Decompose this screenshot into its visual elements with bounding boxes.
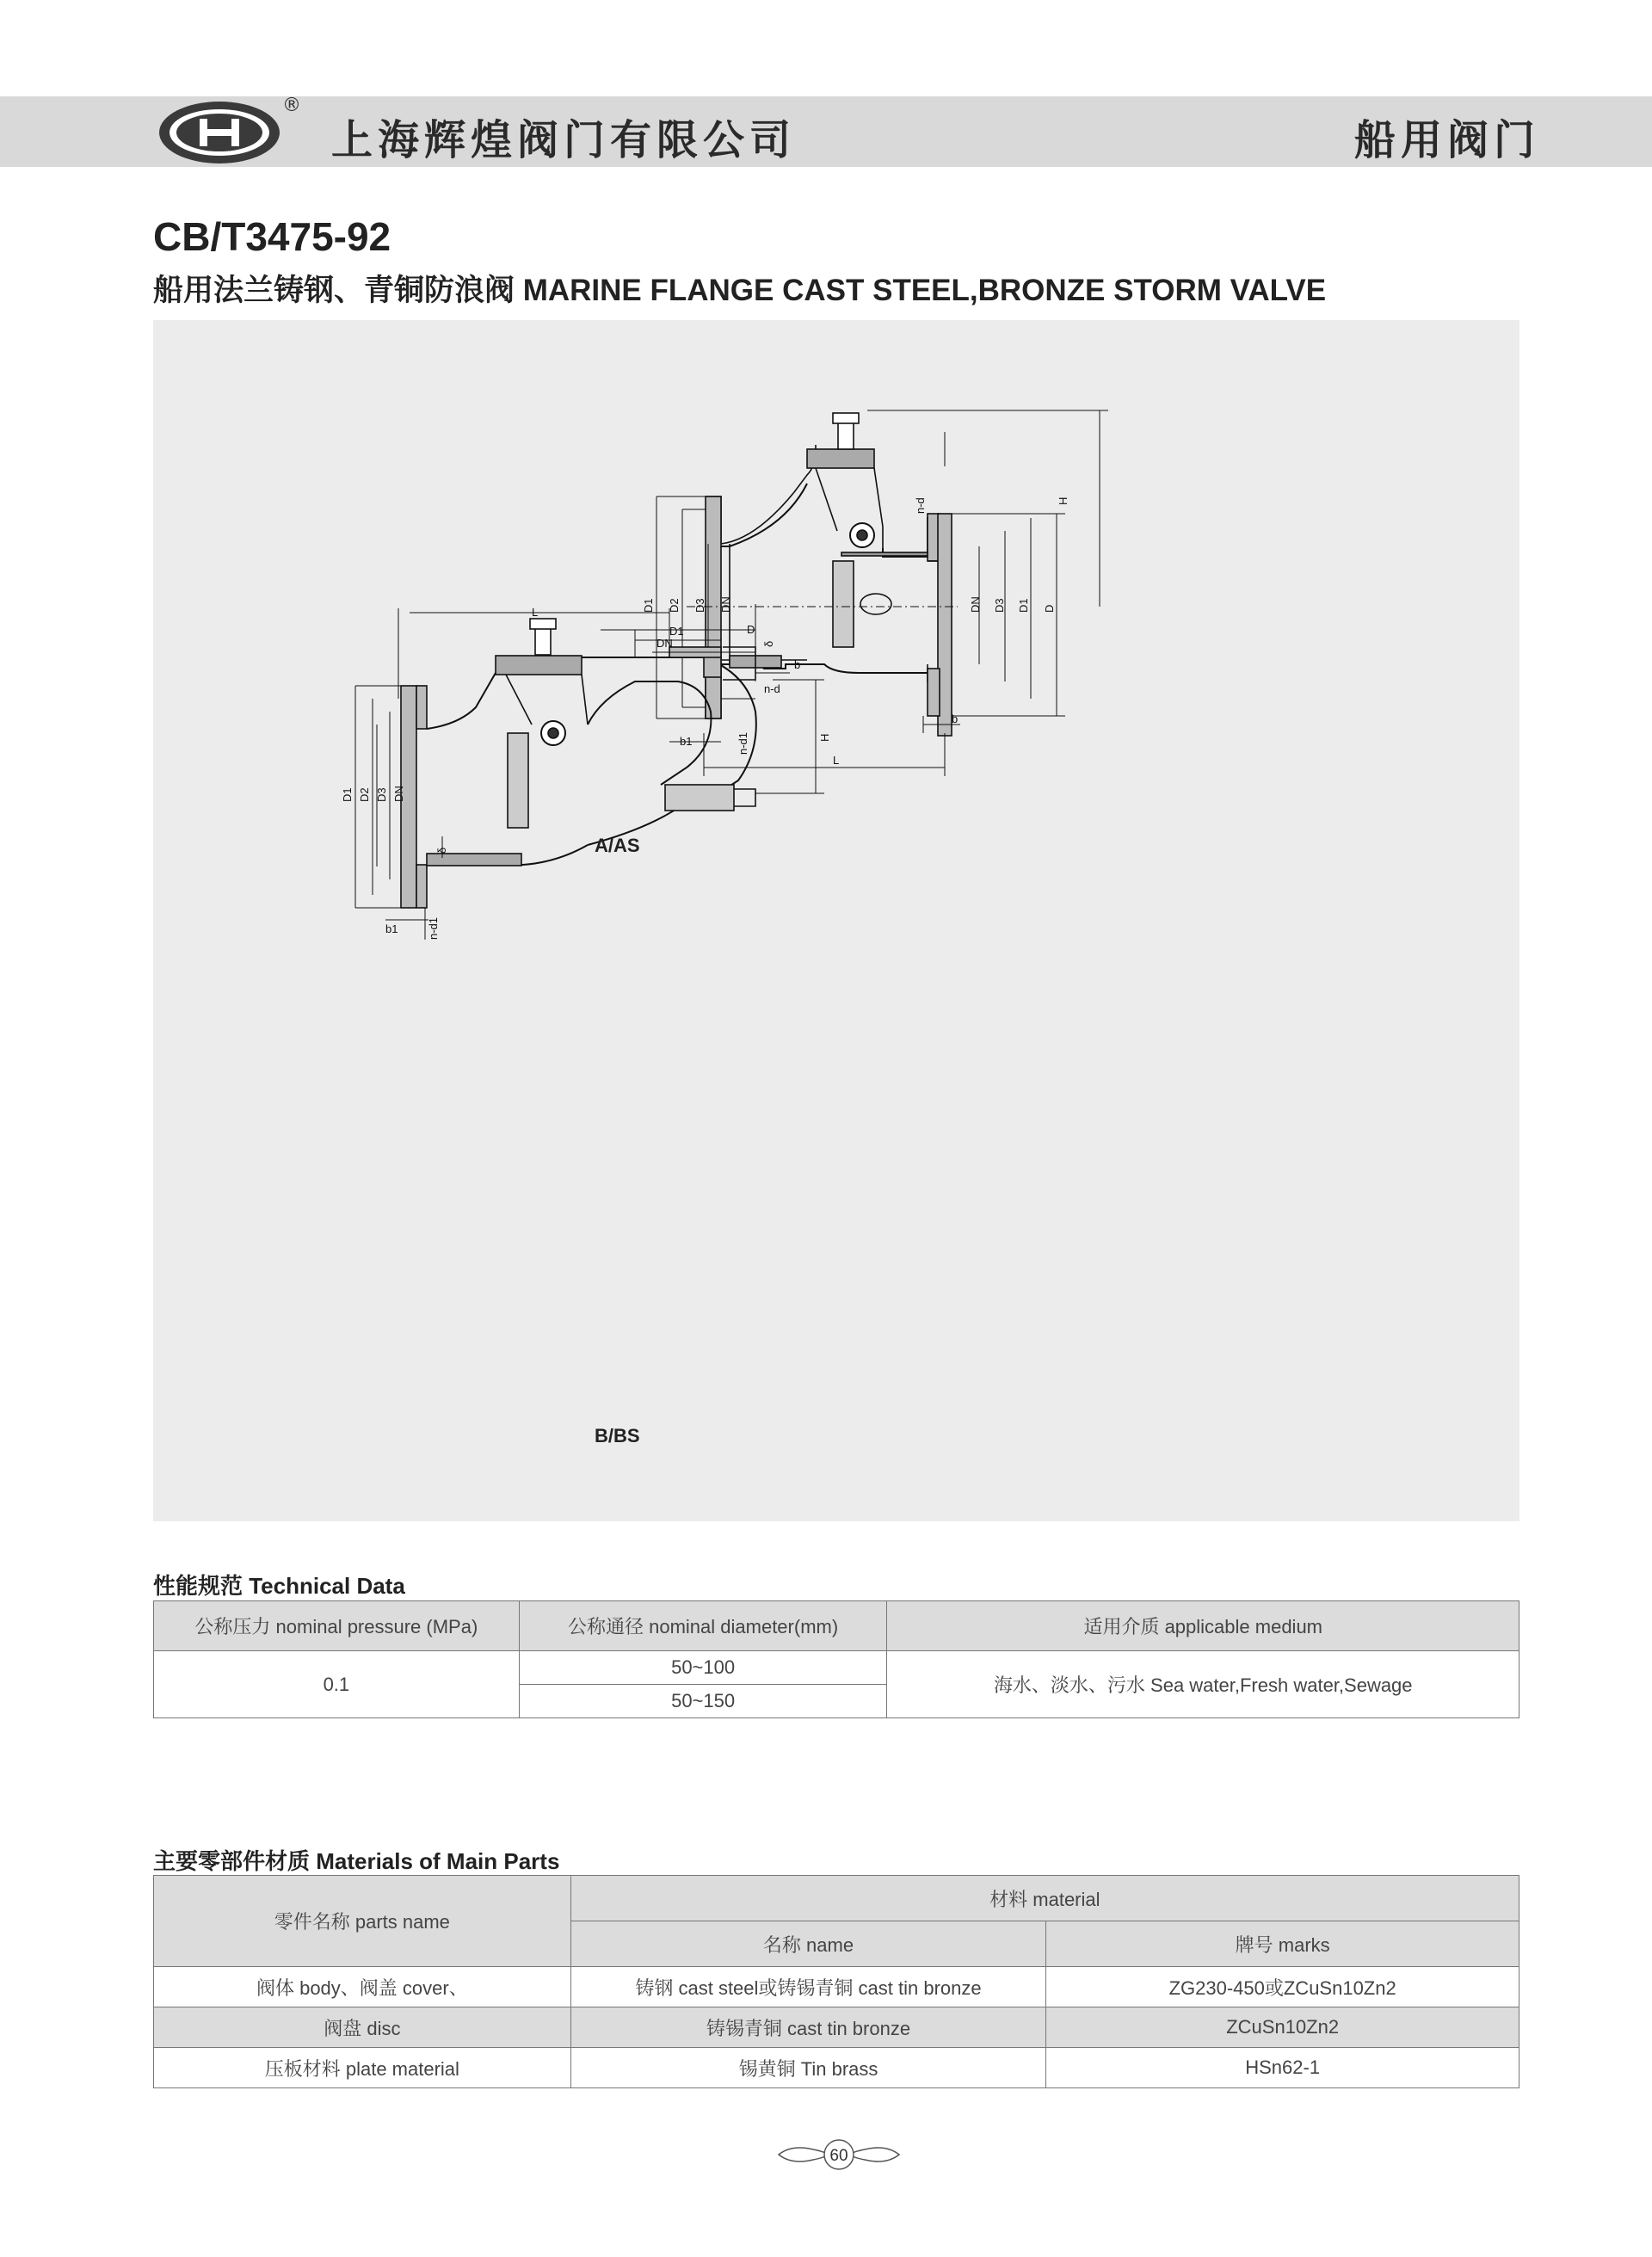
technical-data-title: 性能规范 Technical Data — [153, 1573, 405, 1599]
dim-a-d2: D2 — [668, 598, 681, 613]
dim-a-l: L — [833, 754, 840, 767]
dim-a-d3r: D3 — [993, 598, 1006, 613]
materials-table — [153, 1875, 1519, 2088]
dim-a-nd1: n-d1 — [737, 731, 749, 755]
cell-medium: 海水、淡水、污水 Sea water,Fresh water,Sewage — [887, 1651, 1519, 1718]
page-number: 60 — [829, 2147, 848, 2165]
dim-b-h: H — [818, 733, 831, 742]
dim-a-dn: DN — [719, 596, 732, 613]
standard-number: CB/T3475-92 — [153, 214, 391, 259]
product-title: 船用法兰铸钢、青铜防浪阀 MARINE FLANGE CAST STEEL,BRONZE STORM VALVE — [153, 274, 1327, 307]
company-name: 上海辉煌阀门有限公司 — [331, 116, 797, 164]
dim-b-d3: D3 — [375, 787, 388, 802]
cell-name: 铸锡青铜 cast tin bronze — [570, 2007, 1046, 2048]
drawing-a — [656, 410, 1108, 776]
dim-b-dn: DN — [392, 786, 405, 802]
th-material: 材料 material — [570, 1876, 1519, 1921]
dim-a-delta: δ — [762, 640, 775, 647]
page-number-ornament — [774, 2137, 903, 2172]
table-row — [154, 2007, 1519, 2048]
cell-part: 压板材料 plate material — [154, 2048, 571, 2088]
product-category: 船用阀门 — [1353, 116, 1540, 164]
dim-b-d1: D1 — [341, 787, 354, 802]
drawing-panel — [153, 320, 1519, 1521]
th-name: 名称 name — [570, 1921, 1046, 1967]
table-row — [154, 2048, 1519, 2088]
cell-part: 阀体 body、阀盖 cover、 — [154, 1967, 571, 2007]
dim-b-nd: n-d — [764, 682, 780, 695]
dim-a-nd: n-d — [914, 497, 927, 514]
table-row — [154, 1967, 1519, 2007]
cell-marks: ZCuSn10Zn2 — [1046, 2007, 1519, 2048]
dim-a-d: D — [1043, 604, 1056, 613]
dim-b-l: L — [532, 606, 539, 619]
cell-diameter-1: 50~100 — [519, 1651, 887, 1685]
dim-a-b: b — [952, 712, 959, 725]
cell-part: 阀盘 disc — [154, 2007, 571, 2048]
dim-b-d2: D2 — [358, 787, 371, 802]
materials-title: 主要零部件材质 Materials of Main Parts — [153, 1848, 560, 1874]
cell-diameter-2: 50~150 — [519, 1685, 887, 1718]
cell-marks: ZG230-450或ZCuSn10Zn2 — [1046, 1967, 1519, 2007]
dim-a-d3: D3 — [693, 598, 706, 613]
cell-name: 锡黄铜 Tin brass — [570, 2048, 1046, 2088]
dim-a-d1: D1 — [642, 598, 655, 613]
dim-b-d1t: D1 — [669, 625, 684, 638]
drawing-a-label: A/AS — [595, 835, 640, 856]
dim-b-d: D — [747, 623, 755, 636]
technical-data-table — [153, 1600, 1519, 1718]
registered-mark: ® — [282, 95, 301, 116]
th-pressure: 公称压力 nominal pressure (MPa) — [154, 1601, 520, 1651]
company-logo — [155, 98, 284, 167]
dim-a-h: H — [1057, 496, 1069, 505]
dim-b-b1: b1 — [385, 922, 398, 935]
cell-pressure: 0.1 — [154, 1651, 520, 1718]
th-diameter: 公称通径 nominal diameter(mm) — [519, 1601, 887, 1651]
dim-b-b: b — [794, 658, 801, 671]
dim-a-b1: b1 — [680, 735, 693, 748]
cell-name: 铸钢 cast steel或铸锡青铜 cast tin bronze — [570, 1967, 1046, 2007]
dim-a-d1r: D1 — [1017, 598, 1030, 613]
dim-b-dnt: DN — [656, 637, 673, 650]
th-part: 零件名称 parts name — [154, 1876, 571, 1967]
th-medium: 适用介质 applicable medium — [887, 1601, 1519, 1651]
drawing-b-label: B/BS — [595, 1425, 640, 1446]
th-marks: 牌号 marks — [1046, 1921, 1519, 1967]
cell-marks: HSn62-1 — [1046, 2048, 1519, 2088]
valve-drawings — [153, 320, 1519, 1521]
dim-b-nd1: n-d1 — [427, 916, 440, 940]
dim-a-dn1: DN — [969, 596, 982, 613]
dim-b-delta: δ — [435, 847, 448, 854]
